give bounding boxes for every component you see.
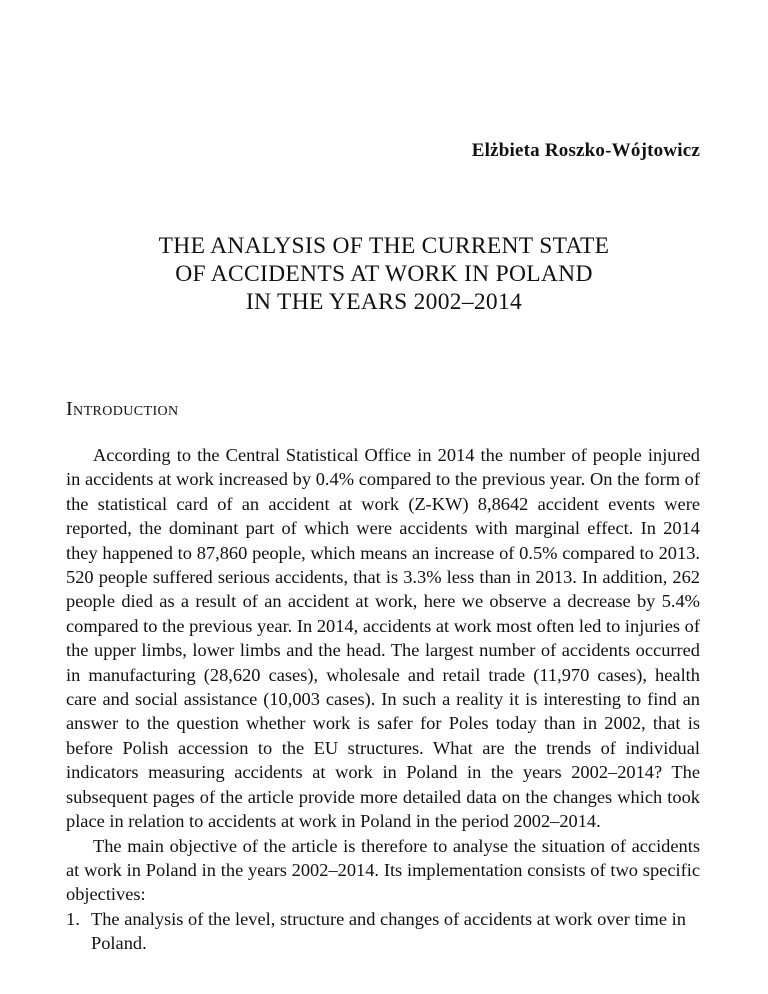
list-item [66, 907, 700, 956]
list-item-number: 1. [66, 908, 80, 929]
title-line: OF ACCIDENTS AT WORK IN POLAND [175, 261, 593, 287]
author-name: Elżbieta Roszko-Wójtowicz [471, 140, 700, 161]
objectives-list [66, 907, 700, 956]
article-title [0, 232, 768, 316]
title-line: THE ANALYSIS OF THE CURRENT STATE [158, 233, 610, 259]
section-heading: Introduction [66, 398, 179, 420]
body-paragraph: According to the Central Statistical Office in 2014 the number of people injured in accidents at work increased by 0.4% compared to the previous year. On the form of the statistical card of an accident at work (Z-KW) 8,8642 accident events were reported, the dominant part of which were accidents with marginal effect. In 2014 they happened to 87,860 people, which means an increase of 0.5% compared to 2013. 520 people suffered serious accidents, that is 3.3% less than in 2013. In addition, 262 people died as a result of an accident at work, here we observe a decrease by 5.4% compared to the previous year. In 2014, accidents at work most often led to injuries of the upper limbs, lower limbs and the head. The largest number of accidents occurred in manufacturing (28,620 cases), wholesale and retail trade (11,970 cases), health care and social assistance (10,003 cases). In such a reality it is interesting to find an answer to the question whether work is safer for Poles today than in 2002, that is before Polish accession to the EU structures. What are the trends of individual indicators measuring accidents at work in Poland in the years 2002–2014? The subsequent pages of the article provide more detailed data on the changes which took place in relation to accidents at work in Poland in the period 2002–2014. [66, 445, 700, 832]
article-body [66, 443, 700, 956]
body-paragraph: The main objective of the article is therefore to analyse the situation of accidents at work in Poland in the years 2002–2014. Its implementation consists of two specific objectives: [66, 835, 700, 905]
list-item-text: The analysis of the level, structure and changes of accidents at work over time in Poland. [91, 908, 686, 954]
title-line: IN THE YEARS 2002–2014 [245, 289, 523, 315]
